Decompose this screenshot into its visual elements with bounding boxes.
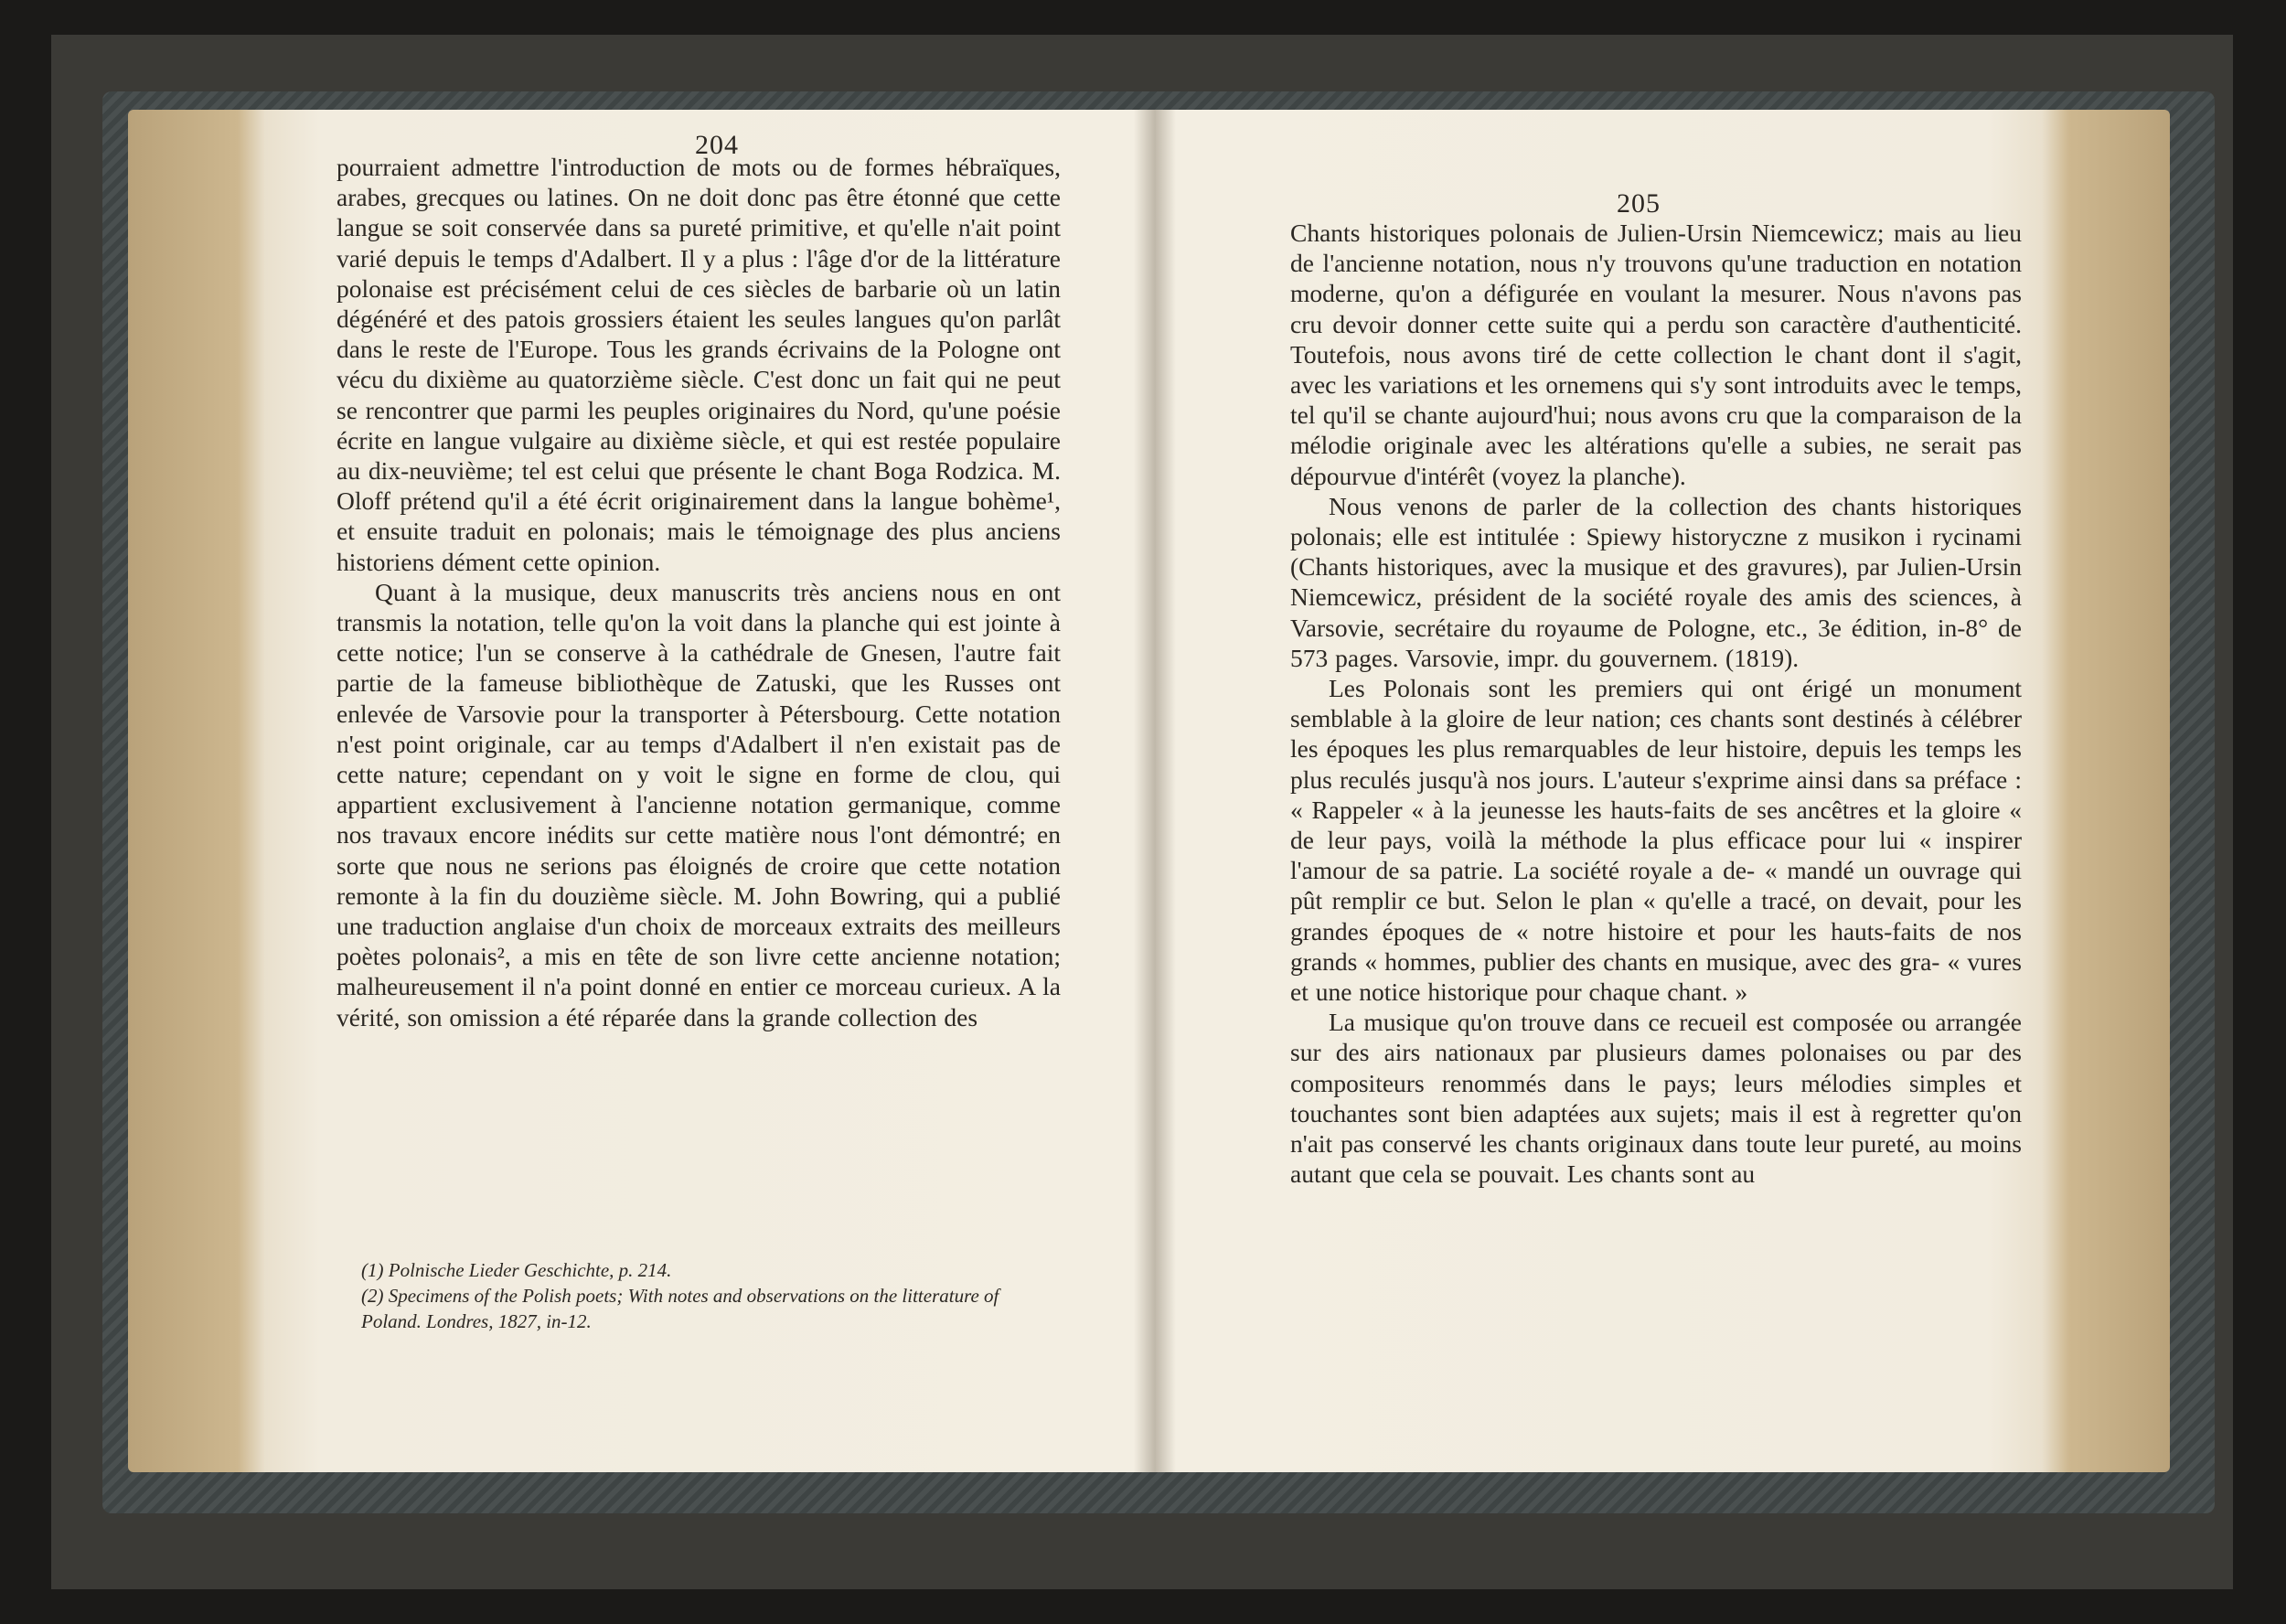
paragraph: Nous venons de parler de la collection des chants historiques polonais; elle est intitulée : Spiewy historyczne z musikon i rycinami (Chants historiques, avec la musique et des gravures), par Julien-Ursin Niemcewicz, président de la société royale des amis des sciences, à Varsovie, secrétaire du royaume de Pologne, etc., 3e édition, in-8° de 573 pages. Varsovie, impr. du gouvernem. (1819). [1290, 491, 2022, 672]
paragraph: Chants historiques polonais de Julien-Ursin Niemcewicz; mais au lieu de l'ancienne notation, nous n'y trouvons qu'une traduction en notation moderne, qu'on a défigurée en voulant la mesurer. Nous n'avons pas cru devoir donner cette suite qui a perdu son caractère d'authenticité. Toutefois, nous avons tiré de cette collection le chant dont il s'agit, avec les variations et les ornemens qui s'y sont introduits avec le temps, tel qu'il se chante aujourd'hui; nous avons cru que la comparaison de la mélodie originale avec les altérations qu'elle a subies, ne serait pas dépourvue d'intérêt (voyez la planche). [1290, 219, 2022, 490]
paragraph: Les Polonais sont les premiers qui ont érigé un monument semblable à la gloire de leur nation; ces chants sont destinés à célébrer les époques les plus remarquables de leur histoire, depuis les temps les plus reculés jusqu'à nos jours. L'auteur s'exprime ainsi dans sa préface : « Rappeler « à la jeunesse les hauts-faits de ses ancêtres et la gloire « de leur pays, voilà la méthode la plus efficace pour lui « inspirer l'amour de sa patrie. La société royale a de- « mandé un ouvrage qui pût remplir ce but. Selon le plan « qu'elle a tracé, on devait, pour les grandes époques de « notre histoire et pour les hauts-faits de nos grands « hommes, publier des chants en musique, avec des gra- « vures et une notice historique pour chaque chant. » [1290, 674, 2022, 1007]
page-number-right: 205 [1617, 188, 1661, 219]
left-page-body [336, 152, 1061, 1032]
paragraph: Quant à la musique, deux manuscrits très anciens nous en ont transmis la notation, telle qu'on la voit dans la planche qui est jointe à cette notice; l'un se conserve à la cathédrale de Gnesen, l'autre fait partie de la fameuse bibliothèque de Zatuski, que les Russes ont enlevée de Varsovie pour la transporter à Pétersbourg. Cette notation n'est point originale, car au temps d'Adalbert il n'en existait pas de cette nature; cependant on y voit le signe en forme de clou, qui appartient exclusivement à l'ancienne notation germanique, comme nos travaux encore inédits sur cette matière nous l'ont démontré; en sorte que nous ne serions pas éloignés de croire que cette notation remonte à la fin du douzième siècle. M. John Bowring, qui a publié une traduction anglaise d'un choix de morceaux extraits des meilleurs poètes polonais², a mis en tête de son livre cette ancienne notation; malheureusement il n'a point donné en entier ce morceau curieux. A la vérité, son omission a été réparée dans la grande collection des [336, 577, 1061, 1031]
footnote: (1) Polnische Lieder Geschichte, p. 214. [361, 1259, 672, 1281]
right-page-body [1290, 218, 2022, 1190]
book-gutter [1134, 110, 1176, 1472]
right-page [1155, 110, 2170, 1472]
page-number-left: 204 [695, 130, 739, 160]
paragraph: pourraient admettre l'introduction de mots ou de formes hébraïques, arabes, grecques ou latines. On ne doit donc pas être étonné que cette langue se soit conservée dans sa pureté primitive, et qu'elle n'ait point varié depuis le temps d'Adalbert. Il y a plus : l'âge d'or de la littérature polonaise est précisément celui de ces siècles de barbarie où un latin dégénéré et des patois grossiers étaient les seules langues qu'on parlât dans le reste de l'Europe. Tous les grands écrivains de la Pologne ont vécu du dixième au quatorzième siècle. C'est donc un fait qui ne peut se rencontrer que parmi les peuples originaires du Nord, qu'une poésie écrite en langue vulgaire au dixième siècle, et qui est restée populaire au dix-neuvième; tel est celui que présente le chant Boga Rodzica. M. Oloff prétend qu'il a été écrit originairement dans la langue bohème¹, et ensuite traduit en polonais; mais le témoignage des plus anciens historiens dément cette opinion. [336, 153, 1061, 576]
footnote: (2) Specimens of the Polish poets; With notes and observations on the litterature of Poland. Londres, 1827, in-12. [361, 1285, 999, 1332]
footnotes [361, 1257, 1056, 1334]
paragraph: La musique qu'on trouve dans ce recueil est composée ou arrangée sur des airs nationaux par plusieurs dames polonaises ou par des compositeurs renommés dans le pays; leurs mélodies simples et touchantes sont bien adaptées aux sujets; mais il est à regretter qu'on n'ait pas conservé les chants originaux dans toute leur pureté, au moins autant que cela se pouvait. Les chants sont au [1290, 1008, 2022, 1189]
left-page [128, 110, 1155, 1472]
